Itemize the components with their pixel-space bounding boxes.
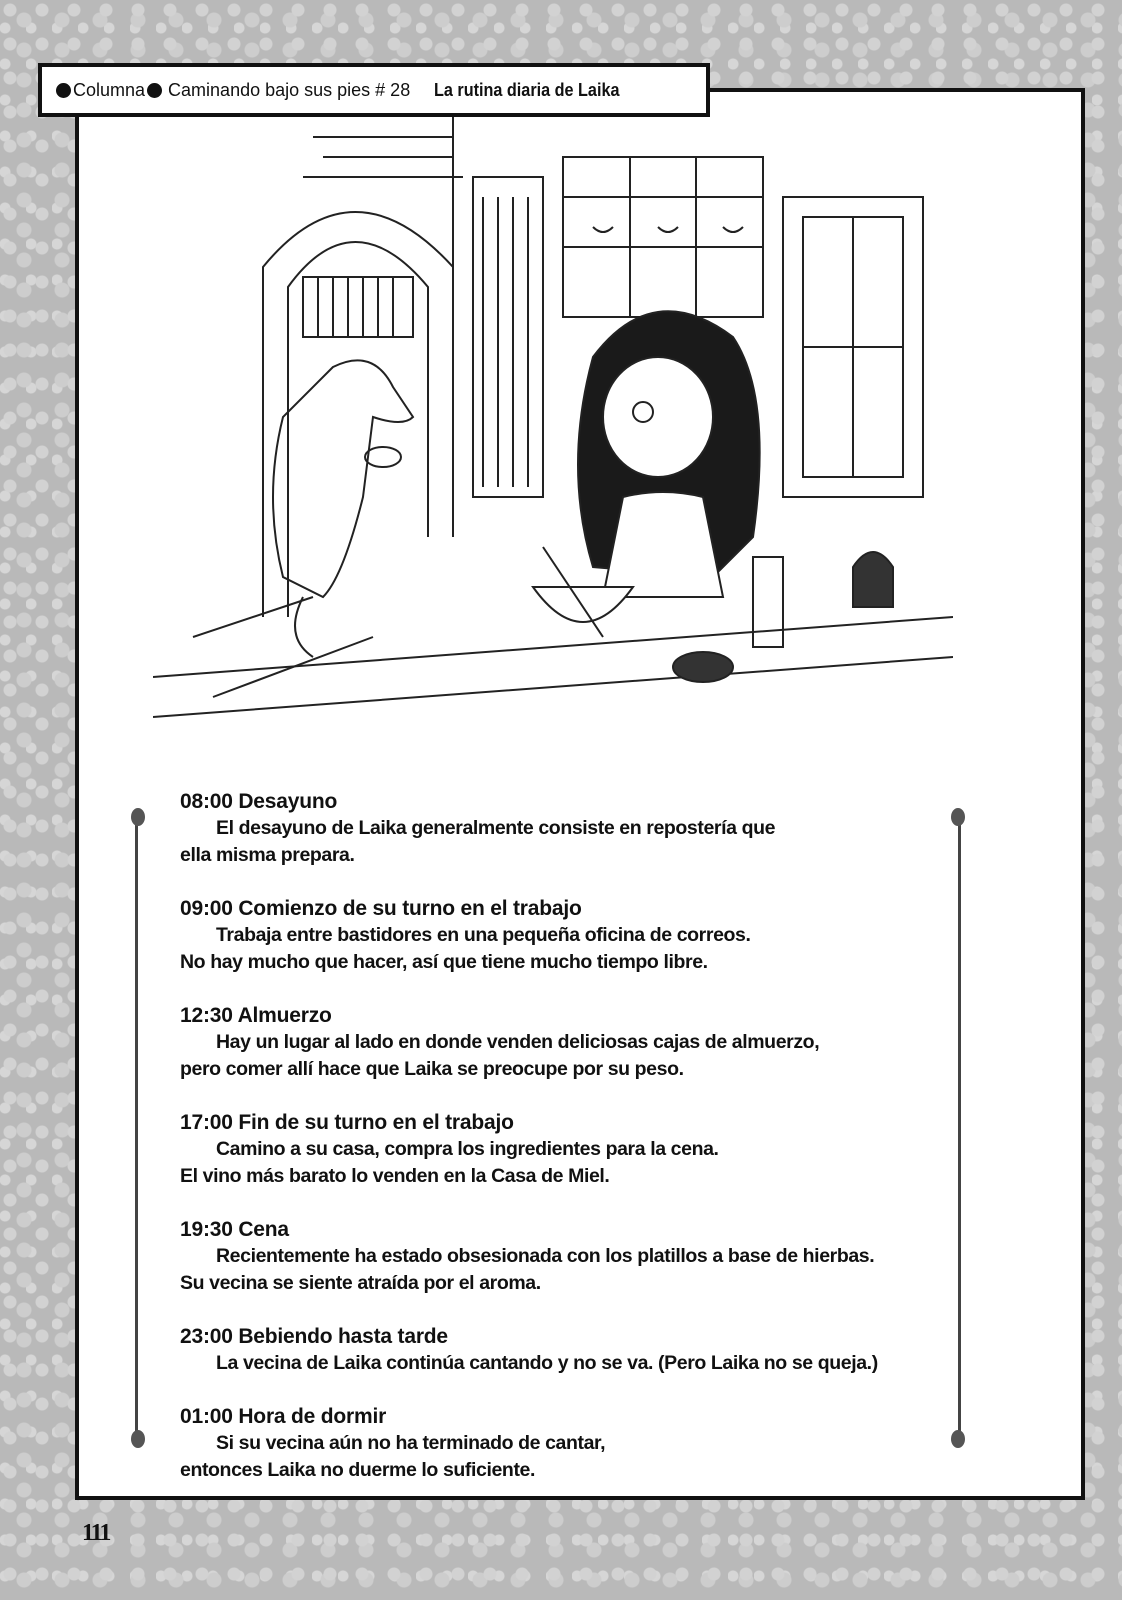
schedule-entry xyxy=(180,1109,940,1190)
entry-text: El vino más barato lo venden en la Casa de Miel. xyxy=(180,1165,610,1187)
illustration xyxy=(153,117,953,760)
wolf-character xyxy=(273,360,413,657)
entry-heading: 12:30 Almuerzo xyxy=(180,1004,332,1027)
schedule-entry xyxy=(180,1002,940,1083)
entry-text: Recientemente ha estado obsesionada con los platillos a base de hierbas. xyxy=(216,1245,875,1267)
girl-character xyxy=(578,311,760,597)
entry-text: Si su vecina aún no ha terminado de cantar, xyxy=(216,1432,606,1454)
bracket-knob-icon xyxy=(951,808,965,826)
series-label: Columna xyxy=(73,79,146,100)
column-name: Caminando bajo sus pies # 28 xyxy=(168,79,411,100)
drawer-cabinet xyxy=(563,157,763,317)
entry-text: pero comer allí hace que Laika se preocupe por su peso. xyxy=(180,1058,684,1080)
schedule-entry xyxy=(180,1403,940,1484)
entry-text: entonces Laika no duerme lo suficiente. xyxy=(180,1459,535,1481)
right-bracket xyxy=(955,818,961,1438)
bracket-knob-icon xyxy=(951,1430,965,1448)
entry-text: No hay mucho que hacer, así que tiene mucho tiempo libre. xyxy=(180,951,708,973)
entry-text: El desayuno de Laika generalmente consiste en repostería que xyxy=(216,817,776,839)
entry-text: Hay un lugar al lado en donde venden deliciosas cajas de almuerzo, xyxy=(216,1031,820,1053)
window xyxy=(783,197,923,497)
entry-heading: 09:00 Comienzo de su turno en el trabajo xyxy=(180,897,582,920)
schedule-entry xyxy=(180,1323,940,1377)
entry-heading: 01:00 Hora de dormir xyxy=(180,1405,387,1428)
bullet-icon xyxy=(56,83,71,98)
bracket-knob-icon xyxy=(131,1430,145,1448)
page-number: 111 xyxy=(82,1520,110,1546)
entry-text: Camino a su casa, compra los ingredientes para la cena. xyxy=(216,1138,719,1160)
entry-text: La vecina de Laika continúa cantando y no se va. (Pero Laika no se queja.) xyxy=(216,1352,878,1374)
entry-heading: 19:30 Cena xyxy=(180,1218,289,1241)
left-bracket xyxy=(135,818,141,1438)
schedule-entry xyxy=(180,788,940,869)
doorway xyxy=(473,177,543,497)
schedule-entry xyxy=(180,895,940,976)
bullet-icon xyxy=(147,83,162,98)
entry-heading: 23:00 Bebiendo hasta tarde xyxy=(180,1325,448,1348)
entry-text: Su vecina se siente atraída por el aroma. xyxy=(180,1272,541,1294)
bracket-knob-icon xyxy=(131,808,145,826)
table-with-bowls xyxy=(153,547,953,717)
column-header xyxy=(38,63,710,117)
entry-text: ella misma prepara. xyxy=(180,844,355,866)
stone-archway xyxy=(263,117,463,617)
column-title: La rutina diaria de Laika xyxy=(434,79,620,100)
entry-heading: 17:00 Fin de su turno en el trabajo xyxy=(180,1111,514,1134)
entry-heading: 08:00 Desayuno xyxy=(180,790,338,813)
entry-text: Trabaja entre bastidores en una pequeña oficina de correos. xyxy=(216,924,751,946)
schedule-list xyxy=(180,788,940,1510)
schedule-entry xyxy=(180,1216,940,1297)
